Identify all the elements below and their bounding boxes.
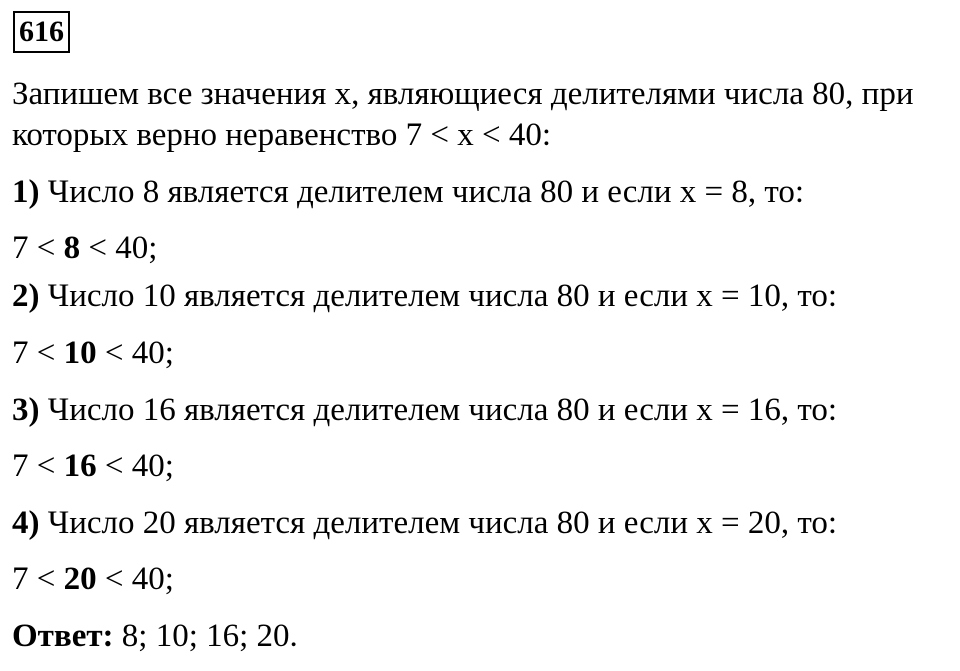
problem-number: 616: [19, 15, 64, 48]
case-1-ineq-value: 8: [63, 230, 81, 266]
answer-value: 8; 10; 16; 20.: [113, 618, 298, 654]
case-2-ineq-value: 10: [63, 335, 97, 371]
case-4-inequality: [12, 559, 174, 599]
case-3-statement: [12, 390, 837, 430]
problem-number-box: [13, 11, 70, 53]
case-3-ineq-left: 7 <: [12, 448, 64, 484]
case-1-ineq-right: < 40;: [80, 230, 158, 266]
case-4-label: 4): [12, 505, 40, 541]
case-4-ineq-left: 7 <: [12, 561, 64, 597]
case-3-ineq-value: 16: [63, 448, 97, 484]
case-3-label: 3): [12, 392, 40, 428]
case-2-ineq-right: < 40;: [96, 335, 174, 371]
case-2-text: Число 10 является делителем числа 80 и если x = 10, то:: [39, 278, 838, 314]
case-4-ineq-value: 20: [63, 561, 97, 597]
case-1-inequality: [12, 228, 157, 268]
case-3-text: Число 16 является делителем числа 80 и если x = 16, то:: [39, 392, 838, 428]
case-1-ineq-left: 7 <: [12, 230, 64, 266]
case-4-ineq-right: < 40;: [96, 561, 174, 597]
answer-line: [12, 616, 298, 656]
case-2-inequality: [12, 333, 174, 373]
answer-label: Ответ:: [12, 618, 114, 654]
case-2-label: 2): [12, 278, 40, 314]
intro-line-1: Запишем все значения x, являющиеся делителями числа 80, при: [12, 76, 914, 112]
case-3-ineq-right: < 40;: [96, 448, 174, 484]
case-1-label: 1): [12, 174, 40, 210]
case-1-text: Число 8 является делителем числа 80 и если x = 8, то:: [39, 174, 805, 210]
case-3-inequality: [12, 446, 174, 486]
intro-line-2: которых верно неравенство 7 < x < 40:: [12, 117, 551, 153]
case-2-ineq-left: 7 <: [12, 335, 64, 371]
case-2-statement: [12, 276, 837, 316]
case-4-text: Число 20 является делителем числа 80 и если x = 20, то:: [39, 505, 838, 541]
case-4-statement: [12, 503, 837, 543]
case-1-statement: [12, 172, 804, 212]
